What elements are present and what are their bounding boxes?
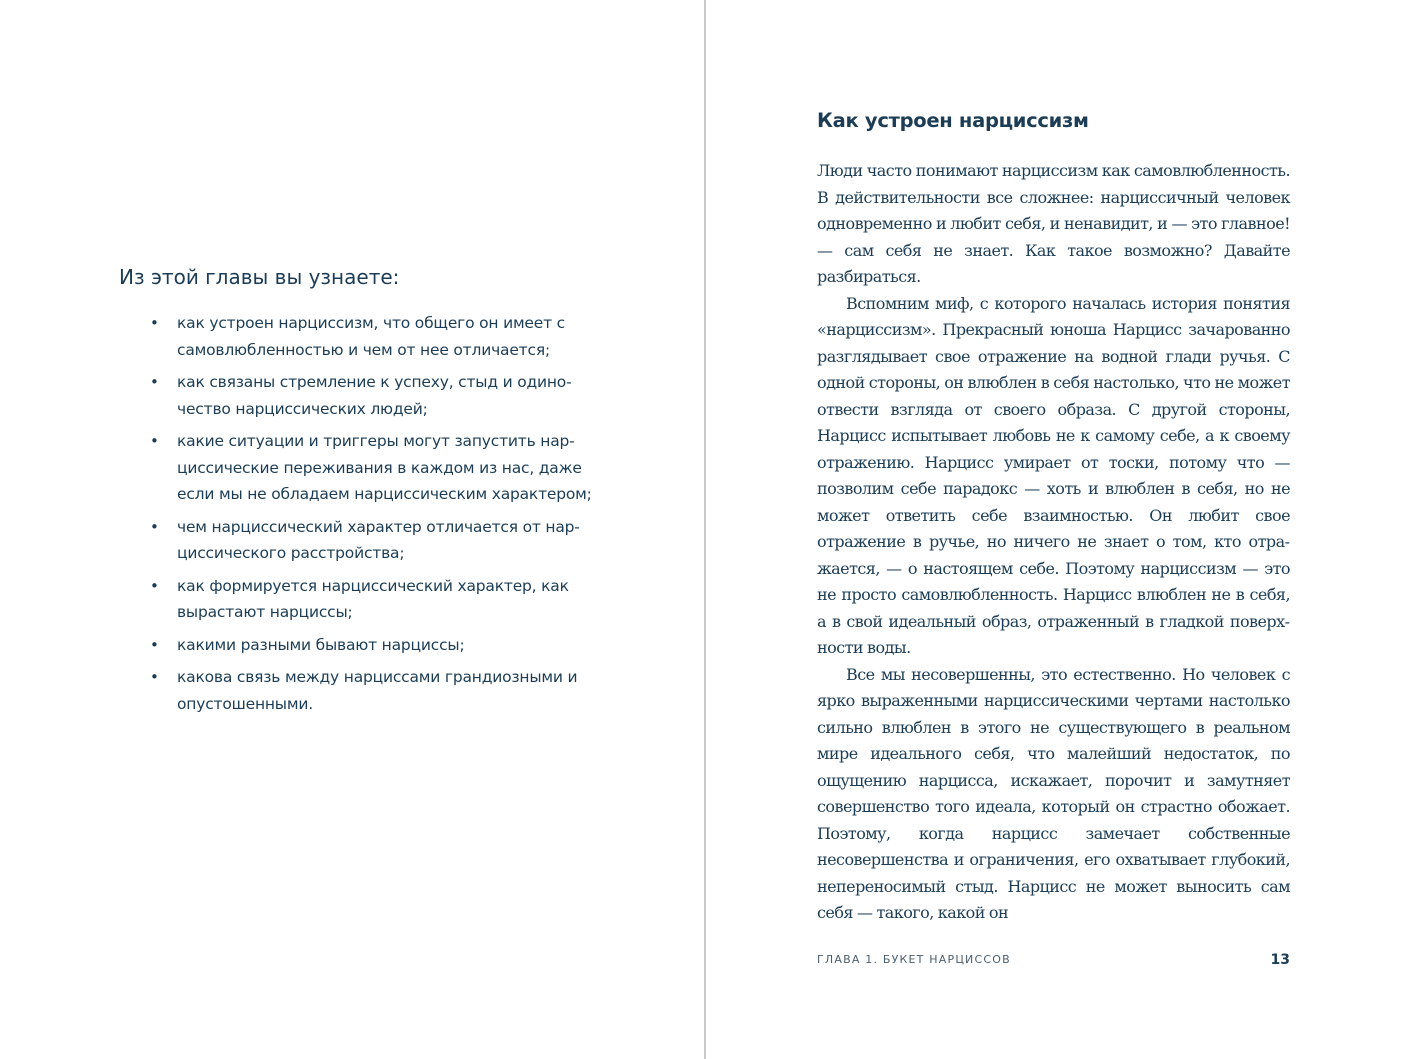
list-item: [148, 310, 608, 363]
left-page: [0, 0, 704, 1059]
list-item: [148, 514, 608, 567]
list-item-text: как связаны стремление к успеху, стыд и одиночество нарциссических людей;: [177, 373, 572, 418]
bullet-icon: •: [150, 314, 159, 332]
list-item: [148, 369, 608, 422]
body-text: [817, 158, 1290, 927]
bullet-icon: •: [150, 668, 159, 686]
list-item-text: какими разными бывают нарциссы;: [177, 635, 465, 654]
list-item: [148, 428, 608, 508]
bullet-icon: •: [150, 517, 159, 536]
chapter-intro-list: [148, 310, 608, 723]
paragraph: Люди часто понимают нарциссизм как самовлюбленность. В действительности все сложнее: нарциссичный человек одновременно и любит себя, и ненавидит, и — это главное! — сам себя не знает. Как такое возможно? Давайте разбираться.: [817, 161, 1290, 286]
list-item-text: как устроен нарциссизм, что общего он имеет с самовлюбленностью и чем от нее отличается;: [177, 314, 565, 359]
bullet-icon: •: [150, 432, 159, 450]
bullet-icon: •: [150, 373, 159, 391]
bullet-icon: •: [150, 576, 159, 595]
page-footer: [817, 950, 1290, 970]
paragraph: Вспомним миф, с которого началась история понятия «нарциссизм». Прекрасный юноша Нарцисс зачарованно разглядывает свое отражение на водной глади ручья. С одной стороны, он влюблен в себя настолько, что не может отвести взгляда от своего образа. С другой стороны, Нарцисс испытывает любовь не к самому себе, а к своему отражению. Нарцисс умирает от тоски, потому что — позволим себе парадокс — хоть и влюблен в себя, но не может ответить себе взаимностью. Он любит свое отражение в ручье, но ничего не знает о том, кто отражается, — о настоящем себе. Поэтому нарциссизм — это не просто самовлюбленность. Нарцисс влюблен не в себя, а в свой идеальный образ, отраженный в гладкой поверхности воды.: [817, 293, 1290, 657]
running-head: ГЛАВА 1. БУКЕТ НАРЦИССОВ: [817, 953, 1011, 966]
list-item: [148, 632, 608, 659]
list-item: [148, 573, 608, 626]
page-number: 13: [1270, 952, 1290, 968]
list-item-text: чем нарциссический характер отличается от нарциссического расстройства;: [177, 517, 580, 562]
list-item-text: как формируется нарциссический характер, как вырастают нарциссы;: [177, 576, 569, 621]
bullet-icon: •: [150, 635, 159, 654]
list-item: [148, 664, 608, 717]
paragraph: Все мы несовершенны, это естественно. Но человек с ярко выраженными нарциссическими чертами настолько сильно влюблен в этого не существующего в реальном мире идеального себя, что малейший недостаток, по ощущению нарцисса, искажает, порочит и замутняет совершенство того идеала, который он страстно обожает. Поэтому, когда нарцисс замечает собственные несовершенства и ограничения, его охватывает глубокий, непереносимый стыд. Нарцисс не может выносить сам себя — такого, какой он: [817, 664, 1290, 922]
section-title: Как устроен нарциссизм: [817, 109, 1089, 132]
chapter-intro-heading: Из этой главы вы узнаете:: [119, 265, 400, 289]
right-page: [706, 0, 1410, 1059]
list-item-text: какие ситуации и триггеры могут запустить нарциссические переживания в каждом из нас, даже если мы не обладаем нарциссическим характером;: [177, 432, 592, 503]
list-item-text: какова связь между нарциссами грандиозными и опустошенными.: [177, 668, 578, 713]
